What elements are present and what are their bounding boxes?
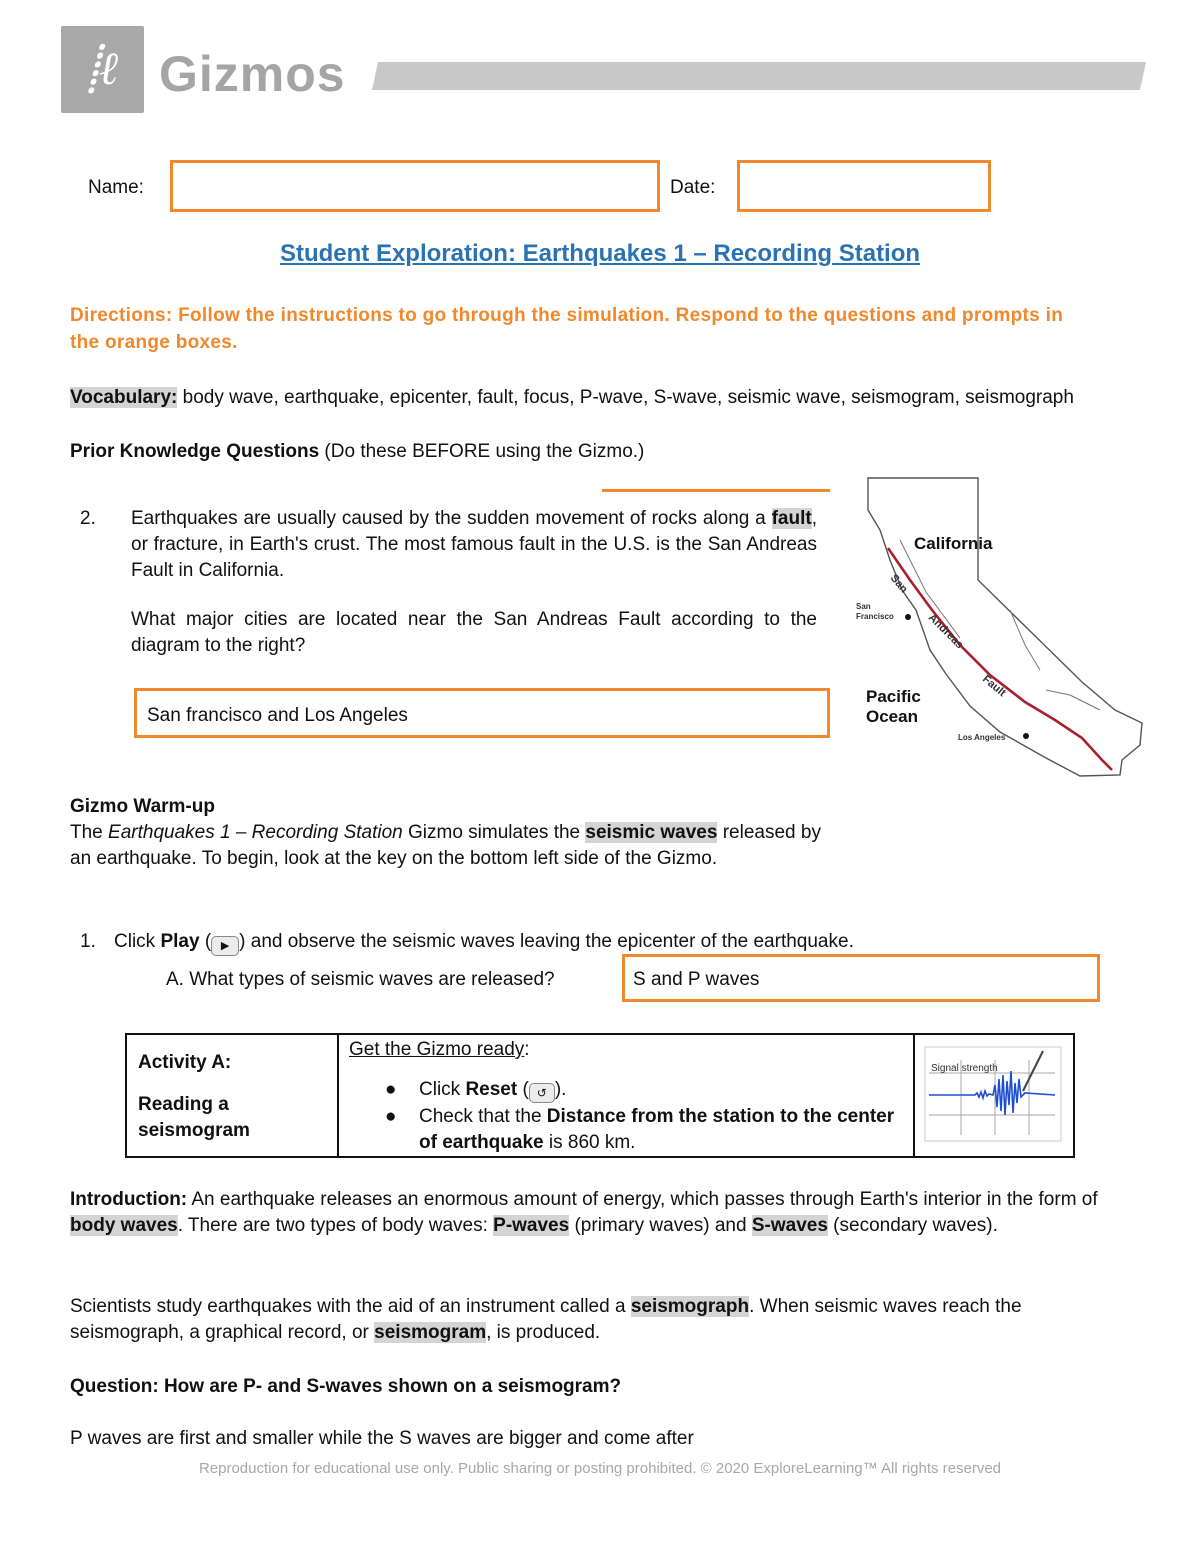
footer-copyright: Reproduction for educational use only. Public sharing or posting prohibited. © 2020 ExploreLearning™ All rights reserved bbox=[198, 1460, 1002, 1477]
distance-keyword: Distance from the station to the center of earthquake bbox=[419, 1106, 895, 1153]
san-francisco-dot bbox=[905, 614, 911, 620]
bullet-dot: ● bbox=[385, 1106, 397, 1127]
question2-prompt: What major cities are located near the San Andreas Fault according to the diagram to the right? bbox=[131, 609, 817, 656]
bullet1-text-c: ( bbox=[517, 1079, 529, 1100]
step1-text-c: ) and observe the seismic waves leaving the epicenter of the earthquake. bbox=[239, 931, 854, 952]
ready-colon: : bbox=[524, 1039, 530, 1060]
bullet2-text-a: Check that the bbox=[419, 1106, 547, 1127]
ocean-label-1: Pacific bbox=[866, 687, 921, 706]
ocean-label-2: Ocean bbox=[866, 707, 918, 726]
seismogram-keyword: seismogram bbox=[374, 1322, 487, 1343]
body-waves-keyword: body waves bbox=[70, 1215, 178, 1236]
introduction-text-a: An earthquake releases an enormous amount of energy, which passes through Earth's interior in the form of bbox=[187, 1189, 1098, 1210]
logo-mark: ⸽ℓ bbox=[87, 41, 118, 95]
thumb-label: Signal strength bbox=[931, 1063, 998, 1074]
question2-text-b: , or fracture, in Earth's crust. The most famous fault in the U.S. is the San Andreas Fault in California. bbox=[131, 508, 817, 581]
warmup-text-c: released by an earthquake. To begin, look at the key on the bottom left side of the Gizmo. bbox=[70, 822, 821, 869]
sf-label-2: Francisco bbox=[856, 612, 894, 621]
scientists-text-a: Scientists study earthquakes with the aid of an instrument called a bbox=[70, 1296, 631, 1317]
fault-word-3: Fault bbox=[980, 673, 1008, 700]
fault-word-2: Andreas bbox=[925, 611, 966, 652]
step1-answer: S and P waves bbox=[633, 969, 760, 990]
introduction-text-b: . There are two types of body waves: bbox=[177, 1215, 494, 1236]
california-outline bbox=[868, 478, 1142, 776]
question2-answer: San francisco and Los Angeles bbox=[147, 705, 408, 726]
step1-text-a: Click bbox=[114, 931, 161, 952]
date-label: Date: bbox=[670, 177, 716, 198]
reset-icon[interactable]: ↺ bbox=[529, 1083, 555, 1103]
question2-text bbox=[131, 506, 817, 584]
bullet-distance bbox=[385, 1104, 899, 1156]
header-bar bbox=[372, 62, 1146, 90]
los-angeles-dot bbox=[1023, 733, 1029, 739]
ready-label: Get the Gizmo ready bbox=[349, 1039, 525, 1060]
date-field[interactable] bbox=[737, 160, 991, 212]
step1-text bbox=[114, 929, 1114, 956]
introduction-label: Introduction: bbox=[70, 1189, 188, 1210]
introduction-text-d: (secondary waves). bbox=[827, 1215, 998, 1236]
seismogram-thumbnail bbox=[915, 1035, 1071, 1153]
activity-subtitle: Reading a seismogram bbox=[138, 1094, 250, 1141]
bullet2-text-c: is 860 km. bbox=[543, 1132, 636, 1153]
vocabulary-text: body wave, earthquake, epicenter, fault, focus, P-wave, S-wave, seismic wave, seismogram, seismograph bbox=[177, 387, 1074, 408]
prior-knowledge-heading bbox=[70, 439, 970, 465]
scientists-text-c: , is produced. bbox=[486, 1322, 601, 1343]
s-waves-keyword: S-waves bbox=[751, 1215, 828, 1236]
introduction-text-c: (primary waves) and bbox=[569, 1215, 752, 1236]
vocabulary-label: Vocabulary: bbox=[70, 387, 178, 408]
bullet1-text-a: Click bbox=[419, 1079, 466, 1100]
fault-word-1: San bbox=[887, 572, 910, 596]
step1-answer-box[interactable] bbox=[622, 954, 1100, 1002]
seismograph-keyword: seismograph bbox=[630, 1296, 750, 1317]
ready-heading bbox=[349, 1037, 913, 1063]
seismic-waves-keyword: seismic waves bbox=[585, 822, 718, 843]
directions: Directions: Follow the instructions to go through the simulation. Respond to the questions and prompts in the orange boxes. bbox=[70, 305, 1064, 353]
warmup-text-a: The bbox=[70, 822, 109, 843]
step1-number: 1. bbox=[80, 931, 96, 952]
page-title: Student Exploration: Earthquakes 1 – Recording Station bbox=[279, 240, 921, 267]
brand-name: Gizmos bbox=[159, 46, 346, 102]
introduction bbox=[70, 1187, 1140, 1239]
state-label: California bbox=[914, 534, 993, 553]
bullet-reset bbox=[385, 1077, 913, 1103]
california-map bbox=[850, 470, 1150, 790]
question-heading: Question: How are P- and S-waves shown on a seismogram? bbox=[70, 1376, 622, 1397]
step1-text-b: ( bbox=[199, 931, 212, 952]
orange-rule bbox=[602, 489, 830, 492]
bullet1-text-d: ). bbox=[554, 1079, 567, 1100]
name-field[interactable] bbox=[170, 160, 660, 212]
activity-title-cell bbox=[126, 1034, 338, 1157]
activity-title: Activity A: bbox=[138, 1052, 232, 1073]
warmup-text-b: Gizmo simulates the bbox=[402, 822, 586, 843]
activity-thumbnail-cell bbox=[914, 1034, 1074, 1157]
activity-instructions-cell bbox=[338, 1034, 914, 1157]
step1-sub-question: A. What types of seismic waves are released? bbox=[166, 969, 555, 990]
question2-number: 2. bbox=[80, 508, 96, 529]
scientists-text-b: . When seismic waves reach the seismograph, a graphical record, or bbox=[70, 1296, 1022, 1343]
prior-knowledge-note: (Do these BEFORE using the Gizmo.) bbox=[319, 441, 645, 462]
fault-keyword: fault bbox=[771, 508, 812, 529]
vocabulary bbox=[70, 385, 1090, 411]
prior-knowledge-label: Prior Knowledge Questions bbox=[70, 441, 320, 462]
name-label: Name: bbox=[88, 177, 144, 198]
question2-answer-box[interactable] bbox=[134, 688, 830, 738]
play-icon[interactable]: ▶ bbox=[211, 936, 239, 956]
reset-keyword: Reset bbox=[465, 1079, 518, 1100]
la-label: Los Angeles bbox=[958, 733, 1006, 742]
warmup-heading: Gizmo Warm-up bbox=[70, 796, 215, 817]
play-keyword: Play bbox=[160, 931, 200, 952]
explorelearning-logo bbox=[61, 26, 144, 113]
bullet-dot: ● bbox=[385, 1079, 397, 1100]
question2-text-a: Earthquakes are usually caused by the sudden movement of rocks along a bbox=[131, 508, 772, 529]
sf-label-1: San bbox=[856, 602, 871, 611]
scientists-paragraph bbox=[70, 1294, 1130, 1346]
warmup-text bbox=[70, 820, 830, 872]
warmup-gizmo-name: Earthquakes 1 – Recording Station bbox=[108, 822, 403, 843]
question-answer[interactable]: P waves are first and smaller while the S waves are bigger and come after bbox=[70, 1428, 694, 1449]
p-waves-keyword: P-waves bbox=[493, 1215, 570, 1236]
activity-table bbox=[125, 1033, 1075, 1158]
